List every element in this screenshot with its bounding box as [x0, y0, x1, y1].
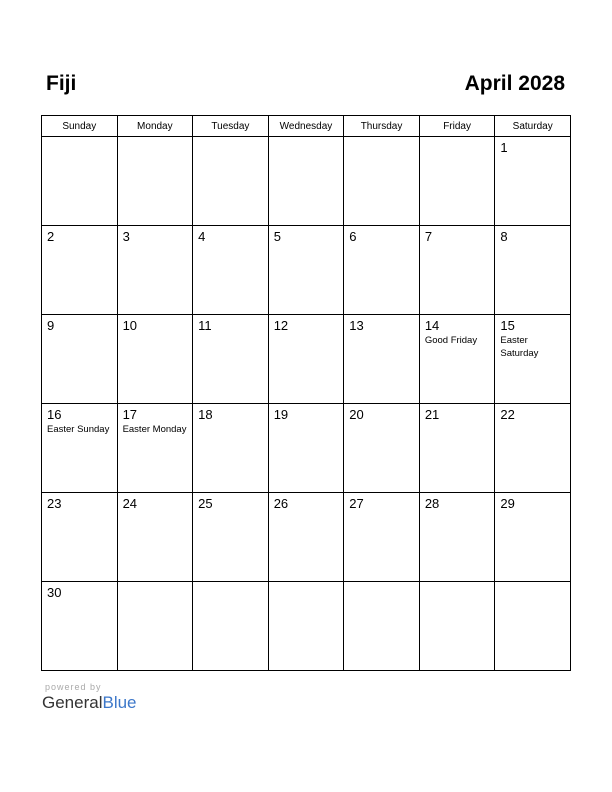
day-cell — [193, 137, 269, 226]
day-number: 20 — [349, 407, 364, 422]
day-number: 18 — [198, 407, 213, 422]
day-number: 23 — [47, 496, 62, 511]
day-cell — [495, 493, 571, 582]
holiday-label: Good Friday — [424, 335, 478, 346]
week-row — [42, 315, 571, 404]
day-cell — [193, 226, 269, 315]
day-number: 1 — [500, 140, 508, 155]
day-cell — [268, 404, 344, 493]
weekday-sunday: Sunday — [42, 116, 118, 137]
day-number: 2 — [47, 229, 55, 244]
day-number: 5 — [273, 229, 281, 244]
generalblue-logo[interactable] — [42, 693, 137, 713]
day-cell — [117, 137, 193, 226]
day-number: 22 — [500, 407, 515, 422]
holiday-label: Easter Saturday — [500, 335, 539, 359]
week-row — [42, 404, 571, 493]
day-number: 6 — [349, 229, 357, 244]
day-number: 27 — [349, 496, 364, 511]
day-cell — [419, 582, 495, 671]
day-cell — [344, 582, 420, 671]
day-number: 13 — [349, 318, 364, 333]
brand-blue-text: Blue — [102, 693, 137, 712]
day-number: 11 — [198, 318, 212, 333]
day-cell — [117, 226, 193, 315]
day-number: 28 — [424, 496, 440, 511]
day-number: 8 — [500, 229, 508, 244]
day-cell — [344, 137, 420, 226]
weekday-header-row — [42, 116, 571, 137]
day-cell — [344, 404, 420, 493]
month-year-title: April 2028 — [464, 72, 565, 95]
day-cell — [419, 137, 495, 226]
day-cell — [268, 315, 344, 404]
day-cell — [117, 404, 193, 493]
day-number: 29 — [500, 496, 515, 511]
day-cell — [117, 315, 193, 404]
day-cell — [42, 137, 118, 226]
day-cell — [193, 493, 269, 582]
day-number: 4 — [198, 229, 206, 244]
powered-by-text: powered by — [45, 682, 102, 692]
day-cell — [495, 137, 571, 226]
day-cell — [117, 582, 193, 671]
day-cell — [193, 404, 269, 493]
day-cell — [419, 404, 495, 493]
day-number: 10 — [122, 318, 138, 333]
day-cell — [268, 137, 344, 226]
day-cell — [495, 226, 571, 315]
day-number: 24 — [122, 496, 138, 511]
calendar-grid — [41, 115, 571, 671]
day-cell — [193, 315, 269, 404]
day-cell — [419, 226, 495, 315]
day-number: 12 — [273, 318, 289, 333]
week-row — [42, 226, 571, 315]
day-cell — [117, 493, 193, 582]
week-row — [42, 582, 571, 671]
day-number: 9 — [47, 318, 55, 333]
day-number: 19 — [273, 407, 289, 422]
weekday-monday: Monday — [117, 116, 193, 137]
day-cell — [42, 404, 118, 493]
day-number: 3 — [122, 229, 130, 244]
day-cell — [42, 226, 118, 315]
day-cell — [42, 315, 118, 404]
day-cell — [42, 582, 118, 671]
day-cell — [419, 315, 495, 404]
week-row — [42, 493, 571, 582]
day-number: 25 — [198, 496, 213, 511]
day-number: 16 — [47, 407, 62, 422]
holiday-label: Easter Sunday — [47, 424, 110, 435]
day-cell — [268, 226, 344, 315]
day-cell — [495, 315, 571, 404]
day-cell — [268, 493, 344, 582]
day-cell — [344, 226, 420, 315]
day-number: 7 — [424, 229, 433, 244]
day-cell — [495, 582, 571, 671]
day-cell — [344, 315, 420, 404]
holiday-label: Easter Monday — [122, 424, 187, 435]
day-number: 21 — [424, 407, 440, 422]
day-number: 14 — [424, 318, 440, 333]
day-cell — [344, 493, 420, 582]
country-title: Fiji — [46, 72, 77, 95]
day-cell — [495, 404, 571, 493]
weekday-tuesday: Tuesday — [193, 116, 269, 137]
weekday-wednesday: Wednesday — [268, 116, 344, 137]
day-number: 30 — [47, 585, 62, 600]
weekday-friday: Friday — [419, 116, 495, 137]
weekday-thursday: Thursday — [344, 116, 420, 137]
day-cell — [268, 582, 344, 671]
day-cell — [419, 493, 495, 582]
weekday-saturday: Saturday — [495, 116, 571, 137]
day-number: 17 — [122, 407, 138, 422]
brand-general-text: General — [42, 693, 103, 712]
day-number: 26 — [273, 496, 289, 511]
day-number: 15 — [500, 318, 515, 333]
day-cell — [193, 582, 269, 671]
week-row — [42, 137, 571, 226]
day-cell — [42, 493, 118, 582]
